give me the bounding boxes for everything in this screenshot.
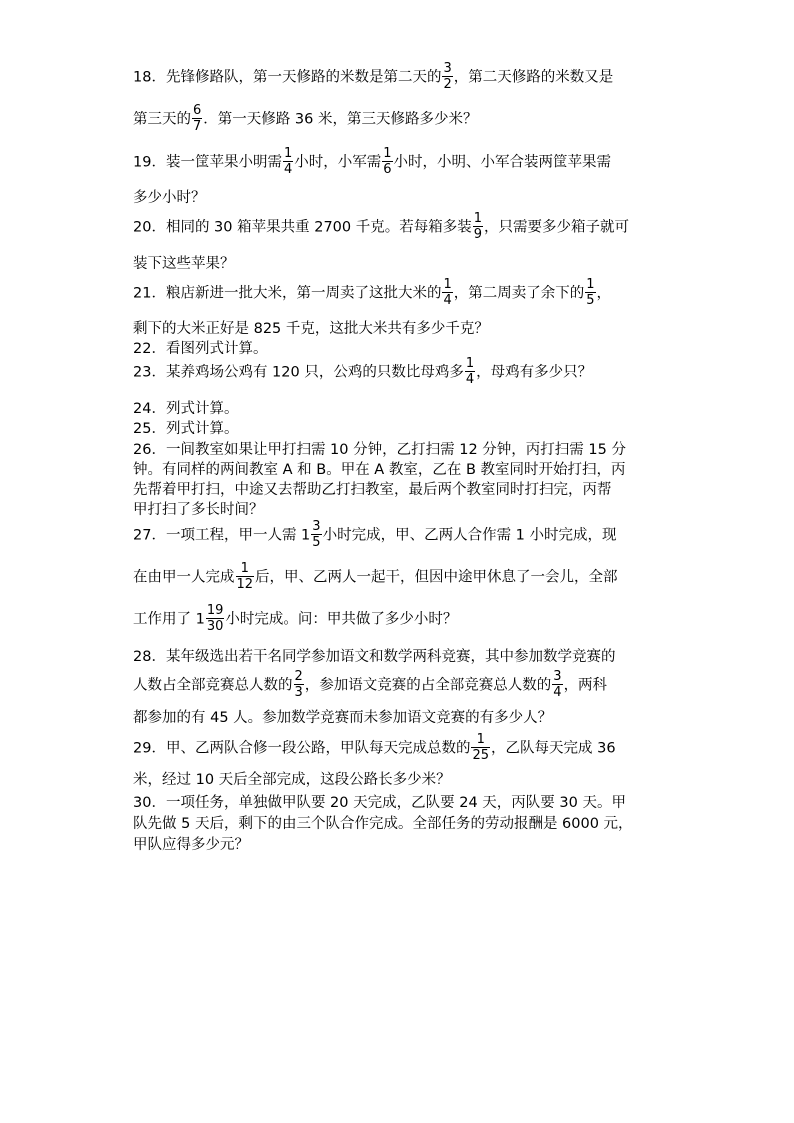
q30-line3 bbox=[133, 833, 673, 854]
fraction bbox=[442, 277, 452, 308]
denominator: 5 bbox=[586, 293, 595, 308]
text: 甲打扫了多长时间？ bbox=[133, 502, 264, 518]
denominator: 4 bbox=[283, 162, 293, 177]
q20-line2 bbox=[133, 252, 673, 273]
text: 29．甲、乙两队合修一段公路，甲队每天完成总数的 bbox=[133, 740, 471, 757]
q28-line2 bbox=[133, 670, 673, 701]
q25-line bbox=[133, 417, 673, 438]
fraction bbox=[206, 603, 225, 634]
denominator: 7 bbox=[193, 119, 202, 134]
text: 小时，小军需 bbox=[294, 154, 382, 171]
q26-line2 bbox=[133, 458, 673, 479]
text: 22．看图列式计算。 bbox=[133, 341, 268, 357]
numerator: 1 bbox=[586, 277, 595, 292]
text: 28．某年级选出若干名同学参加语文和数学两科竞赛，其中参加数学竞赛的 bbox=[133, 649, 616, 665]
numerator: 1 bbox=[383, 146, 392, 161]
numerator: 1 bbox=[471, 732, 490, 748]
numerator: 1 bbox=[473, 211, 483, 226]
text: 第三天的 bbox=[133, 111, 191, 128]
fraction bbox=[585, 277, 595, 308]
text: 装下这些苹果？ bbox=[133, 256, 235, 272]
text: 剩下的大米正好是 825 千克，这批大米共有多少千克？ bbox=[133, 321, 489, 337]
denominator: 3 bbox=[294, 685, 303, 700]
fraction bbox=[283, 146, 293, 177]
numerator: 2 bbox=[294, 669, 303, 684]
denominator: 12 bbox=[236, 577, 254, 592]
numerator: 1 bbox=[443, 277, 452, 292]
q30-line2 bbox=[133, 812, 673, 833]
text: 20．相同的 30 箱苹果共重 2700 千克。若每箱多装 bbox=[133, 219, 472, 236]
text: 25．列式计算。 bbox=[133, 421, 239, 437]
text: 26．一间教室如果让甲打扫需 10 分钟，乙打扫需 12 分钟，丙打扫需 15 分 bbox=[133, 442, 626, 458]
q28-line3 bbox=[133, 706, 673, 727]
text: 甲队应得多少元？ bbox=[133, 837, 249, 853]
text: 21．粮店新进一批大米，第一周卖了这批大米的 bbox=[133, 285, 442, 302]
q29-line1 bbox=[133, 733, 673, 764]
numerator: 1 bbox=[465, 356, 475, 371]
q21-line1 bbox=[133, 278, 673, 309]
q30-line1 bbox=[133, 791, 673, 812]
q19-line1 bbox=[133, 147, 673, 178]
q29-line2 bbox=[133, 768, 673, 789]
text: 在由甲一人完成 bbox=[133, 569, 235, 586]
denominator: 4 bbox=[553, 685, 562, 700]
text: 钟。有同样的两间教室 A 和 B。甲在 A 教室，乙在 B 教室同时开始打扫，丙 bbox=[133, 462, 626, 478]
fraction bbox=[236, 561, 255, 592]
numerator: 3 bbox=[443, 61, 452, 76]
text: 小时完成。问：甲共做了多少小时？ bbox=[225, 611, 458, 628]
q24-line bbox=[133, 397, 673, 418]
text: ，母鸡有多少只？ bbox=[476, 364, 593, 381]
numerator: 3 bbox=[312, 519, 321, 534]
numerator: 6 bbox=[193, 103, 202, 118]
text: 23．某养鸡场公鸡有 120 只，公鸡的只数比母鸡多 bbox=[133, 364, 464, 381]
text: 先帮着甲打扫，中途又去帮助乙打扫教室，最后两个教室同时打扫完，丙帮 bbox=[133, 482, 612, 498]
text: ，两科 bbox=[563, 677, 608, 694]
fraction bbox=[471, 732, 490, 763]
denominator: 4 bbox=[465, 372, 475, 387]
numerator: 19 bbox=[206, 603, 224, 618]
text: 都参加的有 45 人。参加数学竞赛而未参加语文竞赛的有多少人？ bbox=[133, 710, 553, 726]
q18-line1 bbox=[133, 62, 673, 93]
numerator: 3 bbox=[553, 669, 562, 684]
q21-line2 bbox=[133, 317, 673, 338]
q27-line3 bbox=[133, 604, 673, 635]
fraction bbox=[192, 103, 202, 134]
fraction bbox=[382, 146, 392, 177]
q20-line1 bbox=[133, 212, 673, 243]
fraction bbox=[442, 61, 452, 92]
text: 工作用了 1 bbox=[133, 611, 205, 628]
text: 队先做 5 天后，剩下的由三个队合作完成。全部任务的劳动报酬是 6000 元， bbox=[133, 816, 633, 832]
text: 18．先锋修路队，第一天修路的米数是第二天的 bbox=[133, 69, 442, 86]
denominator: 9 bbox=[473, 227, 483, 242]
text: 小时完成，甲、乙两人合作需 1 小时完成，现 bbox=[322, 527, 617, 544]
q27-line1 bbox=[133, 520, 673, 551]
q26-line1 bbox=[133, 438, 673, 459]
text: ，乙队每天完成 36 bbox=[491, 740, 616, 757]
text: 米，经过 10 天后全部完成，这段公路长多少米？ bbox=[133, 772, 451, 788]
text: 小时，小明、小军合装两筐苹果需 bbox=[393, 154, 612, 171]
denominator: 6 bbox=[383, 162, 392, 177]
text: 19．装一筐苹果小明需 bbox=[133, 154, 282, 171]
q18-line2 bbox=[133, 104, 673, 135]
denominator: 4 bbox=[443, 293, 452, 308]
fraction bbox=[465, 356, 475, 387]
denominator: 25 bbox=[472, 748, 489, 763]
text: 24．列式计算。 bbox=[133, 401, 239, 417]
q19-line2 bbox=[133, 186, 673, 207]
text: ，参加语文竞赛的占全部竞赛总人数的 bbox=[304, 677, 552, 694]
q26-line3 bbox=[133, 478, 673, 499]
q22-line bbox=[133, 337, 673, 358]
fraction bbox=[473, 211, 483, 242]
numerator: 1 bbox=[236, 561, 255, 577]
text: 多少小时？ bbox=[133, 190, 206, 206]
q28-line1 bbox=[133, 645, 673, 666]
text: 30．一项任务，单独做甲队要 20 天完成，乙队要 24 天，丙队要 30 天。甲 bbox=[133, 795, 626, 811]
q23-line bbox=[133, 357, 673, 388]
fraction bbox=[311, 519, 321, 550]
denominator: 2 bbox=[443, 77, 452, 92]
text: ，第二天修路的米数又是 bbox=[453, 69, 614, 86]
q27-line2 bbox=[133, 562, 673, 593]
text: 后，甲、乙两人一起干，但因中途甲休息了一会儿，全部 bbox=[255, 569, 618, 586]
text: ， bbox=[596, 285, 612, 302]
text: ．第一天修路 36 米，第三天修路多少米？ bbox=[203, 111, 478, 128]
text: ，只需要多少箱子就可 bbox=[484, 219, 630, 236]
text: 人数占全部竞赛总人数的 bbox=[133, 677, 293, 694]
denominator: 30 bbox=[206, 619, 224, 634]
fraction bbox=[552, 669, 562, 700]
denominator: 5 bbox=[312, 535, 321, 550]
q26-line4 bbox=[133, 498, 673, 519]
text: 27．一项工程，甲一人需 1 bbox=[133, 527, 311, 544]
text: ，第二周卖了余下的 bbox=[453, 285, 585, 302]
fraction bbox=[294, 669, 304, 700]
numerator: 1 bbox=[283, 146, 293, 161]
